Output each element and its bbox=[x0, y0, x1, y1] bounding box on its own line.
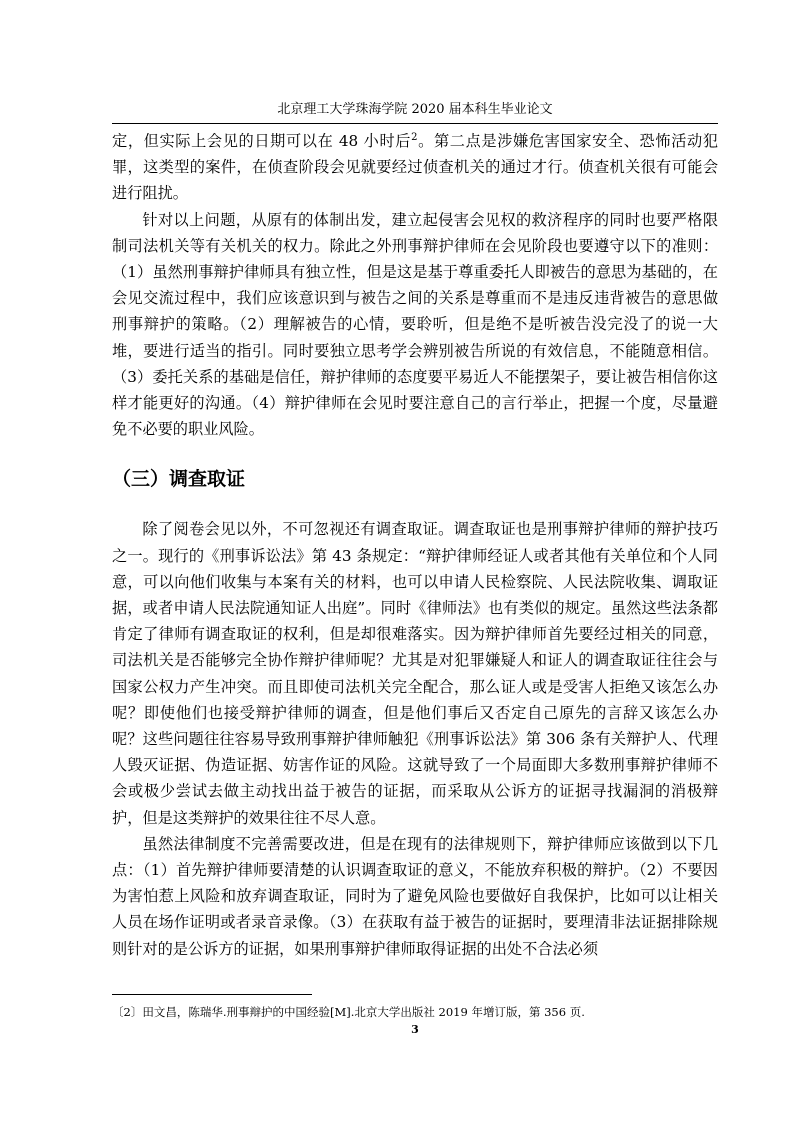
paragraph-1-part-a: 定，但实际上会见的日期可以在 48 小时后 bbox=[112, 132, 412, 150]
paragraph-3: 除了阅卷会见以外，不可忽视还有调查取证。调查取证也是刑事辩护律师的辩护技巧之一。现行的《刑事诉讼法》第 43 条规定：“辩护律师经证人或者其他有关单位和个人同意，可以向他们收集与本案有关的材料，也可以申请人民检察院、人民法院收集、调取证据，或者申请人民法院通知证人出庭”。同时《律师法》也有类似的规定。虽然这些法条都肯定了律师有调查取证的权利，但是却很难落实。因为辩护律师首先要经过相关的同意，司法机关是否能够完全协作辩护律师呢？尤其是对犯罪嫌疑人和证人的调查取证往往会与国家公权力产生冲突。而且即使司法机关完全配合，那么证人或是受害人拒绝又该怎么办呢？即使他们也接受辩护律师的调查，但是他们事后又否定自己原先的言辞又该怎么办呢？这些问题往往容易导致刑事辩护律师触犯《刑事诉讼法》第 306 条有关辩护人、代理人毁灭证据、伪造证据、妨害作证的风险。这就导致了一个局面即大多数刑事辩护律师不会或极少尝试去做主动找出益于被告的证据，而采取从公诉方的证据寻找漏洞的消极辩护，但是这类辩护的效果往往不尽人意。 bbox=[112, 520, 718, 827]
paragraph-continued bbox=[112, 128, 718, 207]
page-header: 北京理工大学珠海学院 2020 届本科生毕业论文 bbox=[277, 102, 553, 117]
footnote-2: 〔2〕田文昌，陈瑞华.刑事辩护的中国经验[M].北京大学出版社 2019 年增订版，第 356 页. bbox=[112, 1005, 585, 1019]
paragraph-2: 针对以上问题，从原有的体制出发，建立起侵害会见权的救济程序的同时也要严格限制司法机关等有关机关的权力。除此之外刑事辩护律师在会见阶段也要遵守以下的准则：（1）虽然刑事辩护律师具有独立性，但是这是基于尊重委托人即被告的意思为基础的，在会见交流过程中，我们应该意识到与被告之间的关系是尊重而不是违反违背被告的意思做刑事辩护的策略。（2）理解被告的心情，要聆听，但是绝不是听被告没完没了的说一大堆，要进行适当的指引。同时要独立思考学会辨别被告所说的有效信息，不能随意相信。（3）委托关系的基础是信任，辩护律师的态度要平易近人不能摆架子，要让被告相信你这样才能更好的沟通。（4）辩护律师在会见时要注意自己的言行举止，把握一个度，尽量避免不必要的职业风险。 bbox=[112, 210, 718, 439]
page-number: 3 bbox=[411, 1023, 419, 1036]
section-heading-investigation: （三）调查取证 bbox=[112, 468, 246, 491]
paragraph-4: 虽然法律制度不完善需要改进，但是在现有的法律规则下，辩护律师应该做到以下几点：（1）首先辩护律师要清楚的认识调查取证的意义，不能放弃积极的辩护。（2）不要因为害怕惹上风险和放弃调查取证，同时为了避免风险也要做好自我保护，比如可以让相关人员在场作证明或者录音录像。（3）在获取有益于被告的证据时，要理清非法证据排除规则针对的是公诉方的证据，如果刑事辩护律师取得证据的出处不合法必须 bbox=[112, 834, 718, 958]
footnote-rule bbox=[112, 994, 312, 995]
body-text bbox=[112, 128, 718, 962]
paragraph-1-part-b: 。第二点是涉嫌危害国家安全、恐怖活动犯罪，这类型的案件，在侦查阶段会见就要经过侦查机关的通过才行。侦查机关很有可能会进行阻扰。 bbox=[112, 132, 719, 203]
footnote-ref-2: 2 bbox=[411, 131, 418, 143]
header-rule bbox=[112, 123, 718, 124]
